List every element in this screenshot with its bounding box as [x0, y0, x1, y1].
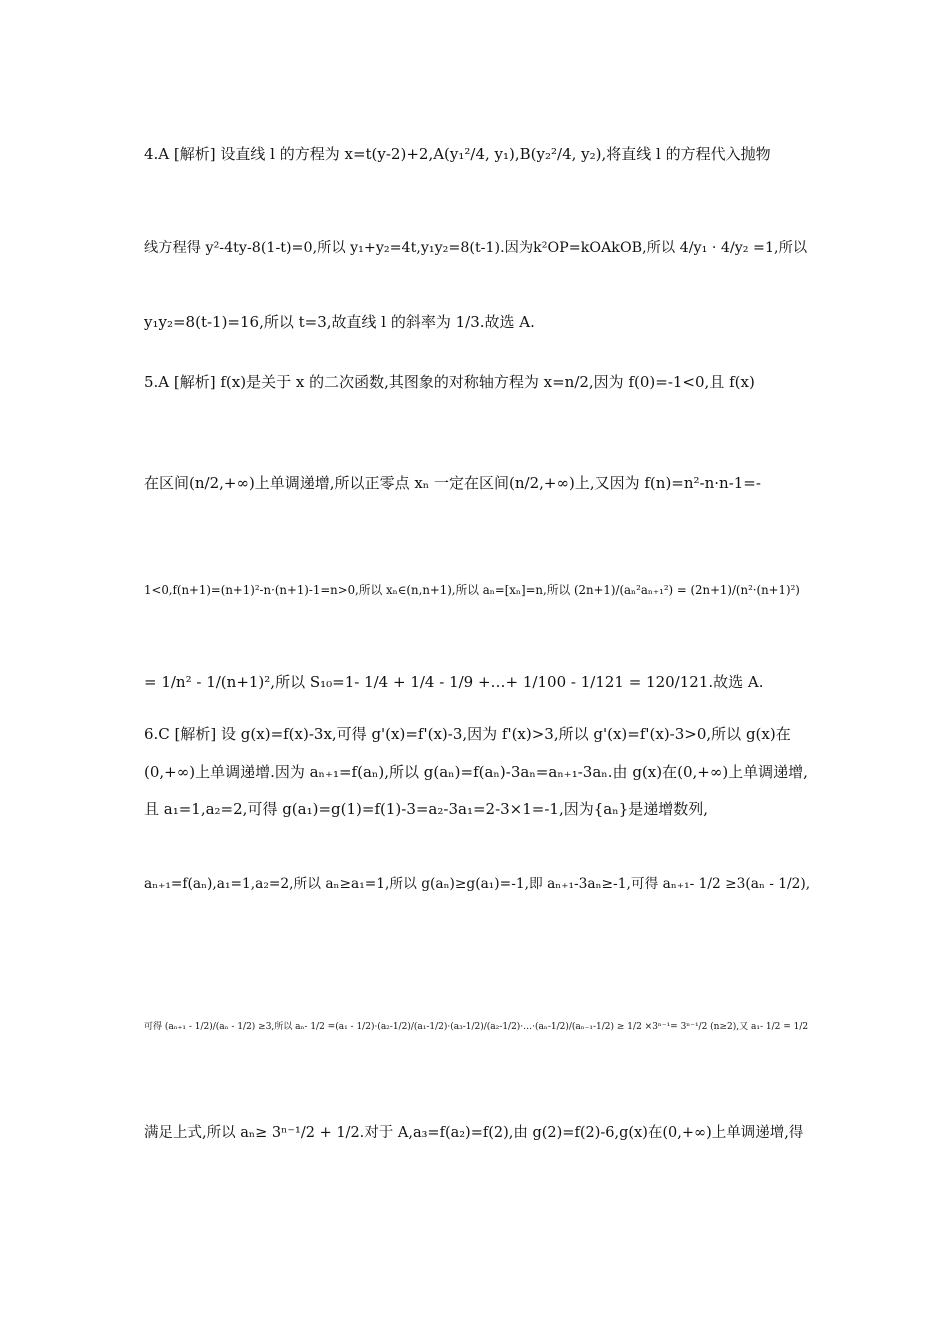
text-line: aₙ₊₁=f(aₙ),a₁=1,a₂=2,所以 aₙ≥a₁=1,所以 g(aₙ)≥g(a₁)=-1,即 aₙ₊₁-3aₙ≥-1,可得 aₙ₊₁- 1/2 ≥3(aₙ - 1/2),	[144, 876, 811, 892]
text-line: 满足上式,所以 aₙ≥ 3ⁿ⁻¹/2 + 1/2.对于 A,a₃=f(a₂)=f(2),由 g(2)=f(2)-6,g(x)在(0,+∞)上单调递增,得	[144, 1125, 804, 1141]
text-line: = 1/n² - 1/(n+1)²,所以 S₁₀=1- 1/4 + 1/4 - 1/9 +…+ 1/100 - 1/121 = 120/121.故选 A.	[144, 673, 764, 691]
text-line: 4.A [解析] 设直线 l 的方程为 x=t(y-2)+2,A(y₁²/4, y₁),B(y₂²/4, y₂),将直线 l 的方程代入抛物	[144, 145, 771, 163]
text-line: 1<0,f(n+1)=(n+1)²-n·(n+1)-1=n>0,所以 xₙ∈(n,n+1),所以 aₙ=[xₙ]=n,所以 (2n+1)/(aₙ²aₙ₊₁²) = (2n+1)/(n²·(n+1)²)	[144, 583, 800, 597]
text-line: 线方程得 y²-4ty-8(1-t)=0,所以 y₁+y₂=4t,y₁y₂=8(t-1).因为k²OP=kOAkOB,所以 4/y₁ · 4/y₂ =1,所以	[144, 240, 808, 256]
text-line: 5.A [解析] f(x)是关于 x 的二次函数,其图象的对称轴方程为 x=n/2,因为 f(0)=-1<0,且 f(x)	[144, 373, 755, 391]
text-line: 在区间(n/2,+∞)上单调递增,所以正零点 xₙ 一定在区间(n/2,+∞)上,又因为 f(n)=n²-n·n-1=-	[144, 474, 761, 492]
text-line: y₁y₂=8(t-1)=16,所以 t=3,故直线 l 的斜率为 1/3.故选 A.	[144, 313, 535, 331]
text-line: 6.C [解析] 设 g(x)=f(x)-3x,可得 g'(x)=f'(x)-3,因为 f'(x)>3,所以 g'(x)=f'(x)-3>0,所以 g(x)在	[144, 725, 791, 743]
text-line: 可得 (aₙ₊₁ - 1/2)/(aₙ - 1/2) ≥3,所以 aₙ- 1/2 =(a₁ - 1/2)·(a₂-1/2)/(a₁-1/2)·(a₃-1/2)/(a₂-1/2)·…·(aₙ-1/2)/(aₙ₋₁-1/2) ≥ 1/2 ×3ⁿ⁻¹= 3ⁿ⁻¹/2 (n≥2),又 a₁- 1/2 = 1/2	[144, 1022, 809, 1032]
text-line: (0,+∞)上单调递增.因为 aₙ₊₁=f(aₙ),所以 g(aₙ)=f(aₙ)-3aₙ=aₙ₊₁-3aₙ.由 g(x)在(0,+∞)上单调递增,	[144, 763, 808, 781]
text-line: 且 a₁=1,a₂=2,可得 g(a₁)=g(1)=f(1)-3=a₂-3a₁=2-3×1=-1,因为{aₙ}是递增数列,	[144, 800, 709, 818]
